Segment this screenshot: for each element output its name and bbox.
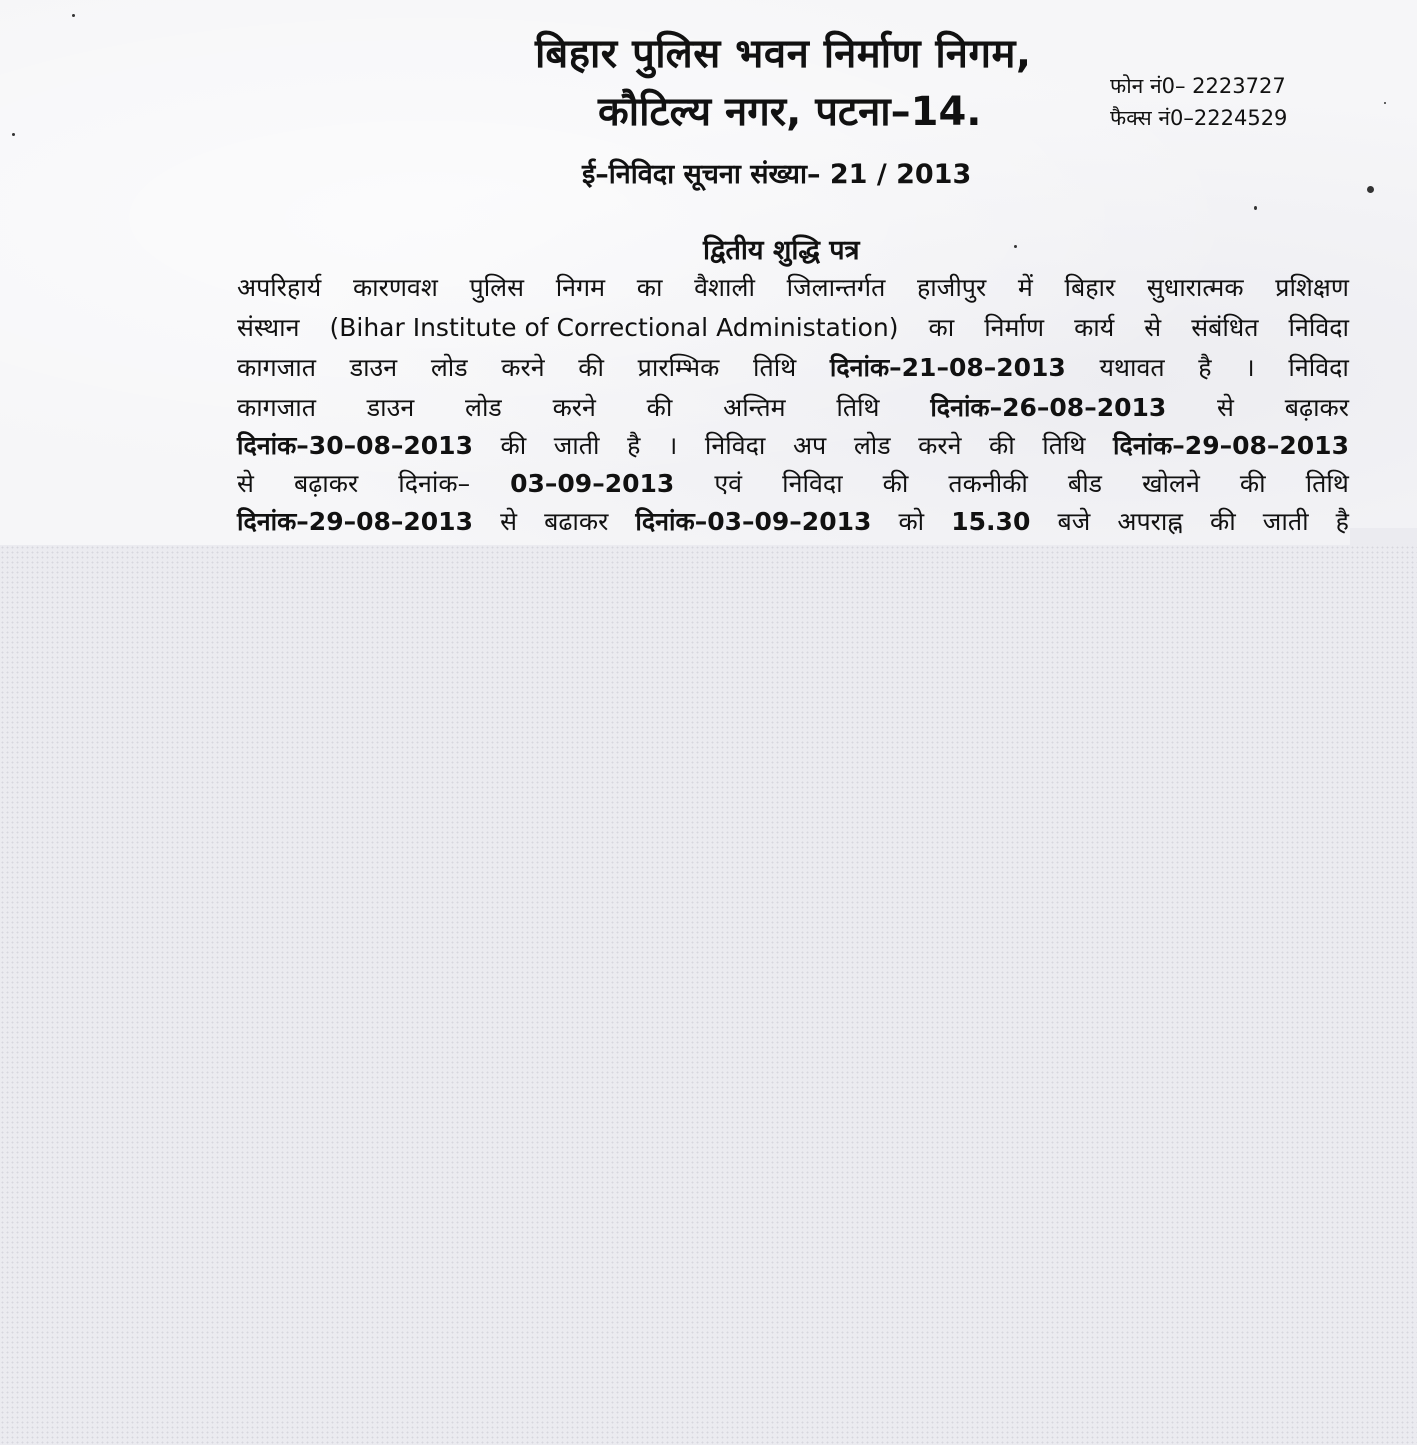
body-word: लोड xyxy=(465,393,502,422)
body-word: खोलने xyxy=(1142,469,1200,498)
organization-name: बिहार पुलिस भवन निर्माण निगम, xyxy=(535,31,1032,77)
body-word: को xyxy=(898,507,925,536)
body-word: है xyxy=(627,431,641,460)
body-word: का xyxy=(636,273,663,302)
body-word: का xyxy=(928,313,955,342)
body-word: बढाकर xyxy=(544,507,609,536)
body-word: अपरिहार्य xyxy=(237,273,322,302)
body-word: निविदा xyxy=(704,431,766,460)
body-word: तिथि xyxy=(836,393,880,422)
body-line xyxy=(237,350,1349,384)
body-word: की xyxy=(989,431,1015,460)
body-word: से xyxy=(237,469,254,498)
body-word: वैशाली xyxy=(694,273,755,302)
body-word: जाती xyxy=(1262,507,1309,536)
body-word: दिनांक–03–09–2013 xyxy=(635,507,872,536)
body-word: बढ़ाकर xyxy=(1284,393,1349,422)
body-word: करने xyxy=(501,353,545,382)
body-word: 03–09–2013 xyxy=(510,469,675,498)
body-word: की xyxy=(1210,507,1236,536)
body-word: कागजात xyxy=(237,353,317,382)
body-word: । xyxy=(1245,353,1255,382)
body-word: में xyxy=(1017,273,1033,302)
body-word: संबंधित xyxy=(1191,313,1259,342)
body-line xyxy=(237,390,1349,424)
body-word: पुलिस xyxy=(469,273,525,302)
body-word: दिनांक– xyxy=(398,469,471,498)
fax-number: फैक्स नं0–2224529 xyxy=(1110,106,1288,130)
body-word: डाउन xyxy=(349,353,398,382)
body-word: तिथि xyxy=(1042,431,1086,460)
body-word: है xyxy=(1335,507,1349,536)
body-word: यथावत xyxy=(1099,353,1165,382)
scan-speck xyxy=(1384,102,1386,104)
body-word: प्रशिक्षण xyxy=(1275,273,1349,302)
scan-speck xyxy=(1254,206,1257,210)
notice-number: ई–निविदा सूचना संख्या– 21 / 2013 xyxy=(582,159,972,190)
body-word: लोड xyxy=(430,353,468,382)
body-word: अन्तिम xyxy=(723,393,786,422)
body-word: बिहार xyxy=(1064,273,1116,302)
body-line xyxy=(237,466,1349,500)
organization-address: कौटिल्य नगर, पटना–14. xyxy=(598,89,982,135)
body-word: दिनांक–26–08–2013 xyxy=(930,393,1167,422)
body-word: प्रारम्भिक xyxy=(637,353,720,382)
scan-speck xyxy=(1014,245,1017,248)
body-word: निगम xyxy=(555,273,606,302)
body-word: की xyxy=(882,469,909,498)
body-word: बढ़ाकर xyxy=(293,469,359,498)
body-word: जाती xyxy=(553,431,600,460)
body-word: कारणवश xyxy=(352,273,438,302)
body-word: तिथि xyxy=(753,353,797,382)
scan-speck xyxy=(12,133,15,136)
body-word: निर्माण xyxy=(984,313,1045,342)
scan-speck xyxy=(1367,186,1374,193)
body-word: दिनांक–21–08–2013 xyxy=(829,353,1066,382)
contact-block xyxy=(1110,70,1287,134)
body-word: अप xyxy=(792,431,827,460)
body-word: दिनांक–30–08–2013 xyxy=(237,431,473,460)
body-word: से xyxy=(1217,393,1234,422)
scan-speck xyxy=(72,14,75,17)
body-word: बीड xyxy=(1067,469,1103,498)
body-word: (Bihar Institute of Correctional Administation) xyxy=(329,313,899,342)
body-word: निविदा xyxy=(1288,353,1349,382)
body-word: कागजात xyxy=(237,393,317,422)
body-word: लोड xyxy=(853,431,891,460)
body-word: 15.30 xyxy=(951,507,1031,536)
body-word: निविदा xyxy=(1288,313,1349,342)
body-word: की xyxy=(500,431,527,460)
body-word: बजे xyxy=(1057,507,1091,536)
body-word: एवं xyxy=(714,469,743,498)
scan-edge xyxy=(1350,528,1417,545)
body-word: से xyxy=(500,507,517,536)
body-line xyxy=(237,428,1349,462)
body-word: तकनीकी xyxy=(948,469,1028,498)
scanned-document xyxy=(0,0,1417,545)
body-word: दिनांक–29–08–2013 xyxy=(1113,431,1349,460)
body-word: । xyxy=(667,431,678,460)
body-word: जिलान्तर्गत xyxy=(786,273,886,302)
body-word: हाजीपुर xyxy=(917,273,987,302)
body-word: कार्य xyxy=(1074,313,1115,342)
phone-number: फोन नं0– 2223727 xyxy=(1110,74,1286,98)
body-word: से xyxy=(1144,313,1162,342)
body-word: है xyxy=(1198,353,1212,382)
body-word: की xyxy=(646,393,673,422)
body-word: दिनांक–29–08–2013 xyxy=(237,507,473,536)
body-word: की xyxy=(1239,469,1266,498)
body-word: की xyxy=(578,353,604,382)
body-word: करने xyxy=(552,393,596,422)
body-word: अपराह्न xyxy=(1117,507,1183,536)
body-word: निविदा xyxy=(782,469,843,498)
body-line xyxy=(237,504,1349,538)
notice-subject: द्वितीय शुद्धि पत्र xyxy=(703,235,860,266)
body-word: संस्थान xyxy=(237,313,300,342)
body-word: डाउन xyxy=(366,393,415,422)
body-word: करने xyxy=(918,431,962,460)
body-word: तिथि xyxy=(1305,469,1349,498)
body-word: सुधारात्मक xyxy=(1146,273,1244,302)
body-line xyxy=(237,270,1349,304)
body-line xyxy=(237,310,1349,344)
